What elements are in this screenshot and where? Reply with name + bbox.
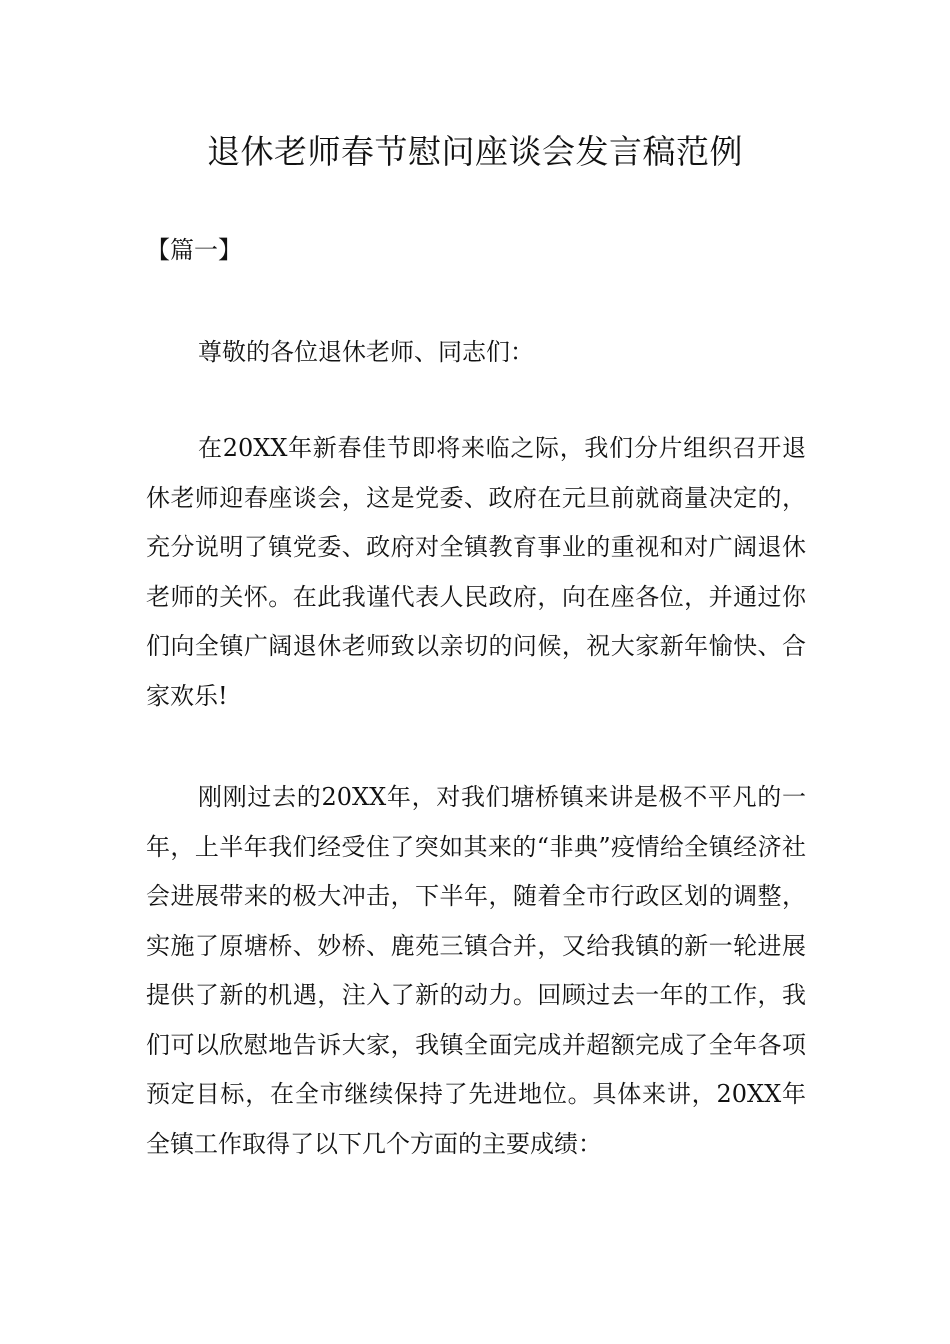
- paragraph-body: 刚刚过去的20XX年，对我们塘桥镇来讲是极不平凡的一年，上半年我们经受住了突如其来的“非典”疫情给全镇经济社会进展带来的极大冲击，下半年，随着全市行政区划的调整，实施了原塘桥、妙桥、鹿苑三镇合并，又给我镇的新一轮进展提供了新的机遇，注入了新的动力。回顾过去一年的工作，我们可以欣慰地告诉大家，我镇全面完成并超额完成了全年各项预定目标，在全市继续保持了先进地位。具体来讲，20XX年全镇工作取得了以下几个方面的主要成绩：: [146, 783, 806, 1158]
- document-title: 退休老师春节慰问座谈会发言稿范例: [207, 132, 743, 171]
- section-label: 【篇一】: [146, 236, 242, 264]
- paragraph-greeting: 尊敬的各位退休老师、同志们：: [198, 338, 534, 366]
- paragraph-body: 在20XX年新春佳节即将来临之际，我们分片组织召开退休老师迎春座谈会，这是党委、政府在元旦前就商量决定的，充分说明了镇党委、政府对全镇教育事业的重视和对广阔退休老师的关怀。在此我谨代表人民政府，向在座各位，并通过你们向全镇广阔退休老师致以亲切的问候，祝大家新年愉快、合家欢乐!: [146, 434, 806, 710]
